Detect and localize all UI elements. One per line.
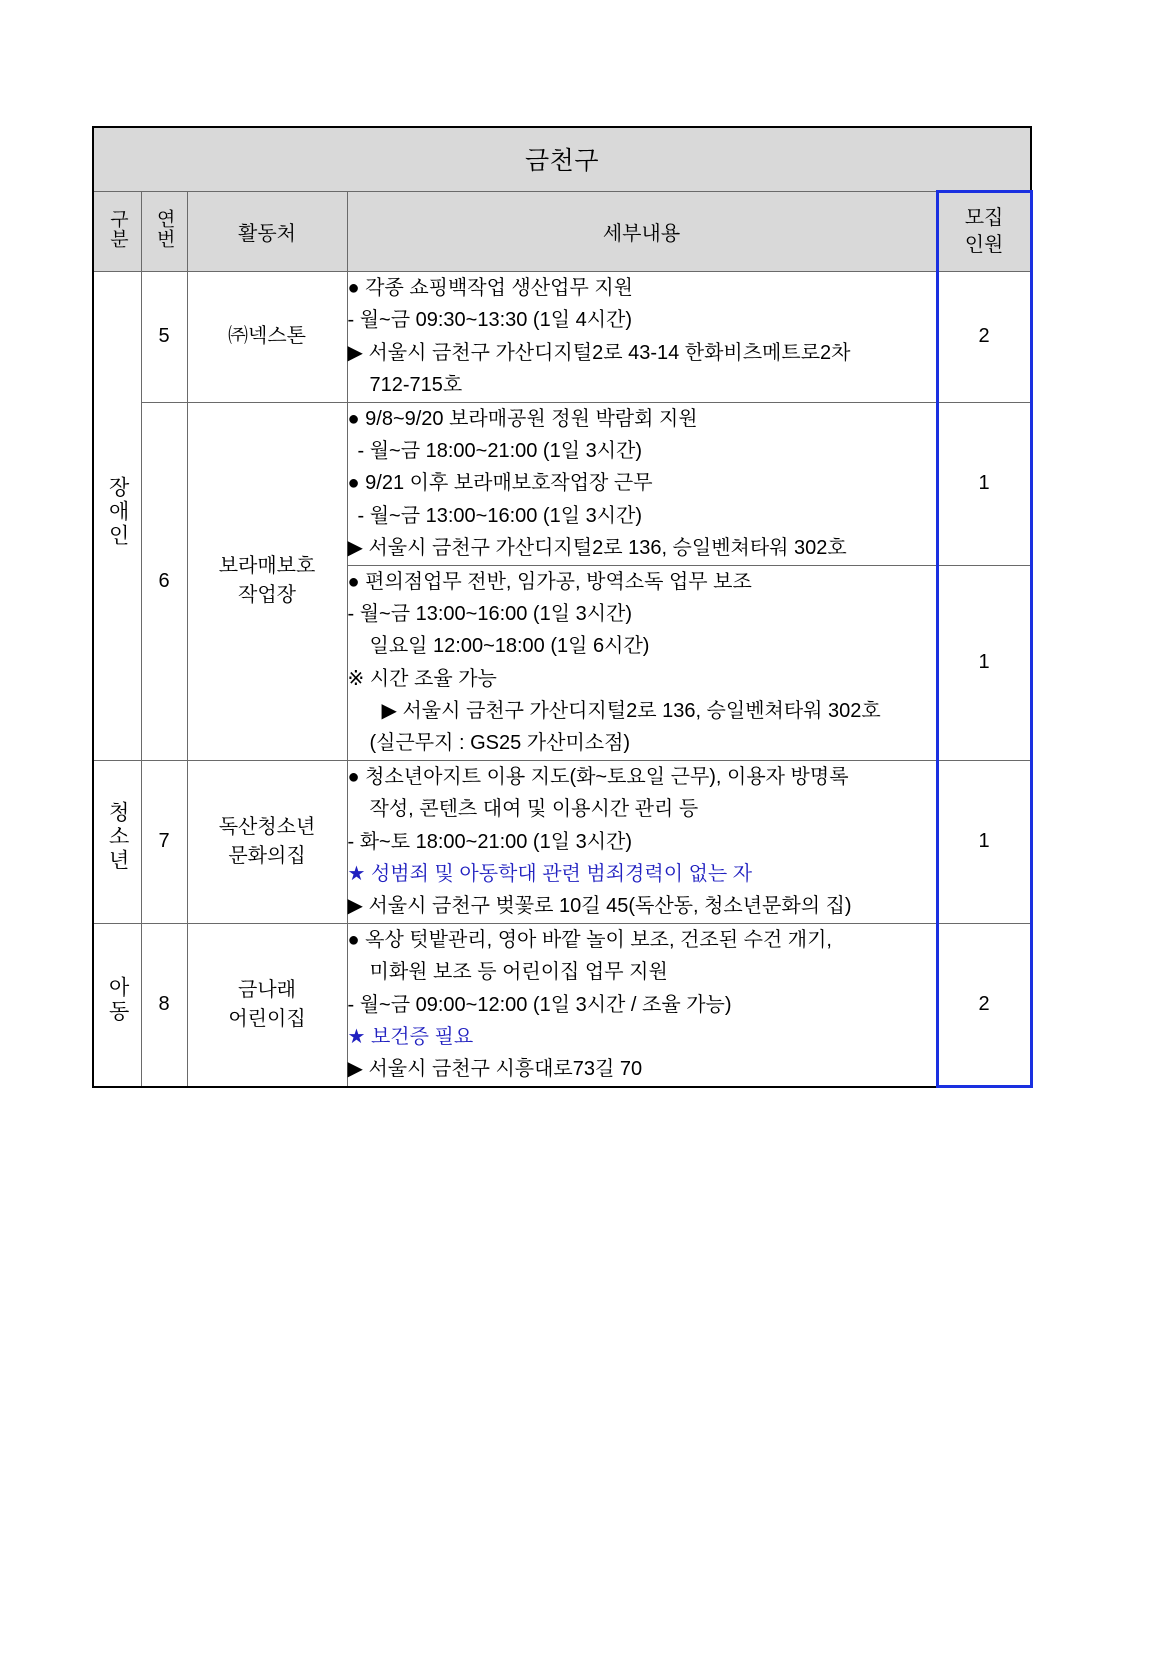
detail-line: 미화원 보조 등 어린이집 업무 지원: [369, 961, 668, 984]
category-text-child: 아동: [106, 976, 130, 1025]
details-cell-5: [347, 272, 937, 403]
organization-line1: 금나래: [238, 978, 296, 1001]
organization-line1: 독산청소년: [218, 815, 316, 838]
table-row: [93, 923, 1031, 1086]
recruit-count-6b: 1: [937, 565, 1031, 760]
detail-line-highlight: ★ 성범죄 및 아동학대 관련 범죄경력이 없는 자: [347, 863, 753, 886]
category-cell-youth: [93, 760, 141, 923]
detail-line: - 월~금 13:00~16:00 (1일 3시간): [347, 602, 633, 625]
details-cell-7: [347, 760, 937, 923]
table-row: [93, 272, 1031, 403]
detail-line: ● 편의점업무 전반, 임가공, 방역소독 업무 보조: [347, 570, 752, 593]
organization-line2: 문화의집: [228, 844, 306, 867]
organization-nexton: ㈜넥스톤: [187, 272, 347, 403]
recruit-count-8: 2: [937, 923, 1031, 1086]
column-header-details: 세부내용: [347, 192, 937, 272]
detail-line: - 월~금 09:00~12:00 (1일 3시간 / 조율 가능): [347, 993, 732, 1016]
volunteer-recruitment-table: [92, 126, 1033, 1088]
column-header-recruit-line1: 모집: [964, 207, 1004, 229]
recruit-count-6a: 1: [937, 402, 1031, 565]
detail-line: ▶ 서울시 금천구 가산디지털2로 43-14 한화비츠메트로2차: [347, 341, 851, 364]
detail-line: - 월~금 13:00~16:00 (1일 3시간): [357, 504, 643, 527]
column-header-recruit-line2: 인원: [964, 234, 1004, 256]
row-number-5: 5: [141, 272, 187, 403]
detail-line: ▶ 서울시 금천구 가산디지털2로 136, 승일벤쳐타워 302호: [347, 537, 847, 560]
column-header-number-label: 연번: [153, 208, 175, 249]
detail-line: ● 옥상 텃밭관리, 영아 바깥 놀이 보조, 건조된 수건 개기,: [347, 928, 832, 951]
table-row: [93, 760, 1031, 923]
detail-line: ▶ 서울시 금천구 시흥대로73길 70: [347, 1058, 643, 1081]
row-number-8: 8: [141, 923, 187, 1086]
category-cell-disabled: [93, 272, 141, 761]
detail-line: ※ 시간 조율 가능: [347, 667, 497, 690]
detail-line: (실근무지 : GS25 가산미소점): [369, 732, 631, 755]
column-header-number: [141, 192, 187, 272]
category-label-child: [102, 976, 132, 1033]
detail-line: ● 9/21 이후 보라매보호작업장 근무: [347, 472, 653, 495]
detail-line-highlight: ★ 보건증 필요: [347, 1025, 474, 1048]
category-text-youth: 청소년: [106, 801, 130, 874]
table-row: [93, 402, 1031, 565]
details-cell-6b: [347, 565, 937, 760]
detail-line: ● 청소년아지트 이용 지도(화~토요일 근무), 이용자 방명록: [347, 765, 849, 788]
detail-line: 일요일 12:00~18:00 (1일 6시간): [369, 635, 650, 658]
row-number-7: 7: [141, 760, 187, 923]
category-text-disabled: 장애인: [106, 475, 130, 548]
organization-line2: 작업장: [238, 584, 296, 607]
category-label-disabled: [102, 476, 132, 557]
column-header-recruit-count: [937, 192, 1031, 272]
table-title-row: [93, 127, 1031, 192]
row-number-6: 6: [141, 402, 187, 760]
organization-geumnarae: [187, 923, 347, 1086]
column-header-category: [93, 192, 141, 272]
organization-boramae: [187, 402, 347, 760]
detail-line: ● 각종 쇼핑백작업 생산업무 지원: [347, 277, 633, 299]
organization-line2: 어린이집: [228, 1007, 306, 1030]
detail-line: - 월~금 18:00~21:00 (1일 3시간): [357, 439, 643, 462]
detail-line: ● 9/8~9/20 보라매공원 정원 박람회 지원: [347, 407, 698, 430]
category-cell-child: [93, 923, 141, 1086]
detail-line: - 화~토 18:00~21:00 (1일 3시간): [347, 830, 633, 853]
category-label-youth: [102, 801, 132, 882]
column-header-organization: 활동처: [187, 192, 347, 272]
detail-line: ▶ 서울시 금천구 벚꽃로 10길 45(독산동, 청소년문화의 집): [347, 895, 852, 918]
organization-doksan-youth: [187, 760, 347, 923]
detail-line: - 월~금 09:30~13:30 (1일 4시간): [347, 309, 633, 332]
column-header-category-label: 구분: [106, 208, 128, 249]
district-title: 금천구: [93, 127, 1031, 192]
organization-line1: 보라매보호: [218, 555, 316, 578]
details-cell-8: [347, 923, 937, 1086]
recruit-count-5: 2: [937, 272, 1031, 403]
detail-line: 712-715호: [369, 374, 463, 397]
details-cell-6a: [347, 402, 937, 565]
recruit-count-7: 1: [937, 760, 1031, 923]
recruitment-table-page: [92, 126, 1030, 1088]
table-header-row: [93, 192, 1031, 272]
detail-line: ▶ 서울시 금천구 가산디지털2로 136, 승일벤쳐타워 302호: [381, 700, 881, 723]
detail-line: 작성, 콘텐츠 대여 및 이용시간 관리 등: [369, 798, 699, 821]
